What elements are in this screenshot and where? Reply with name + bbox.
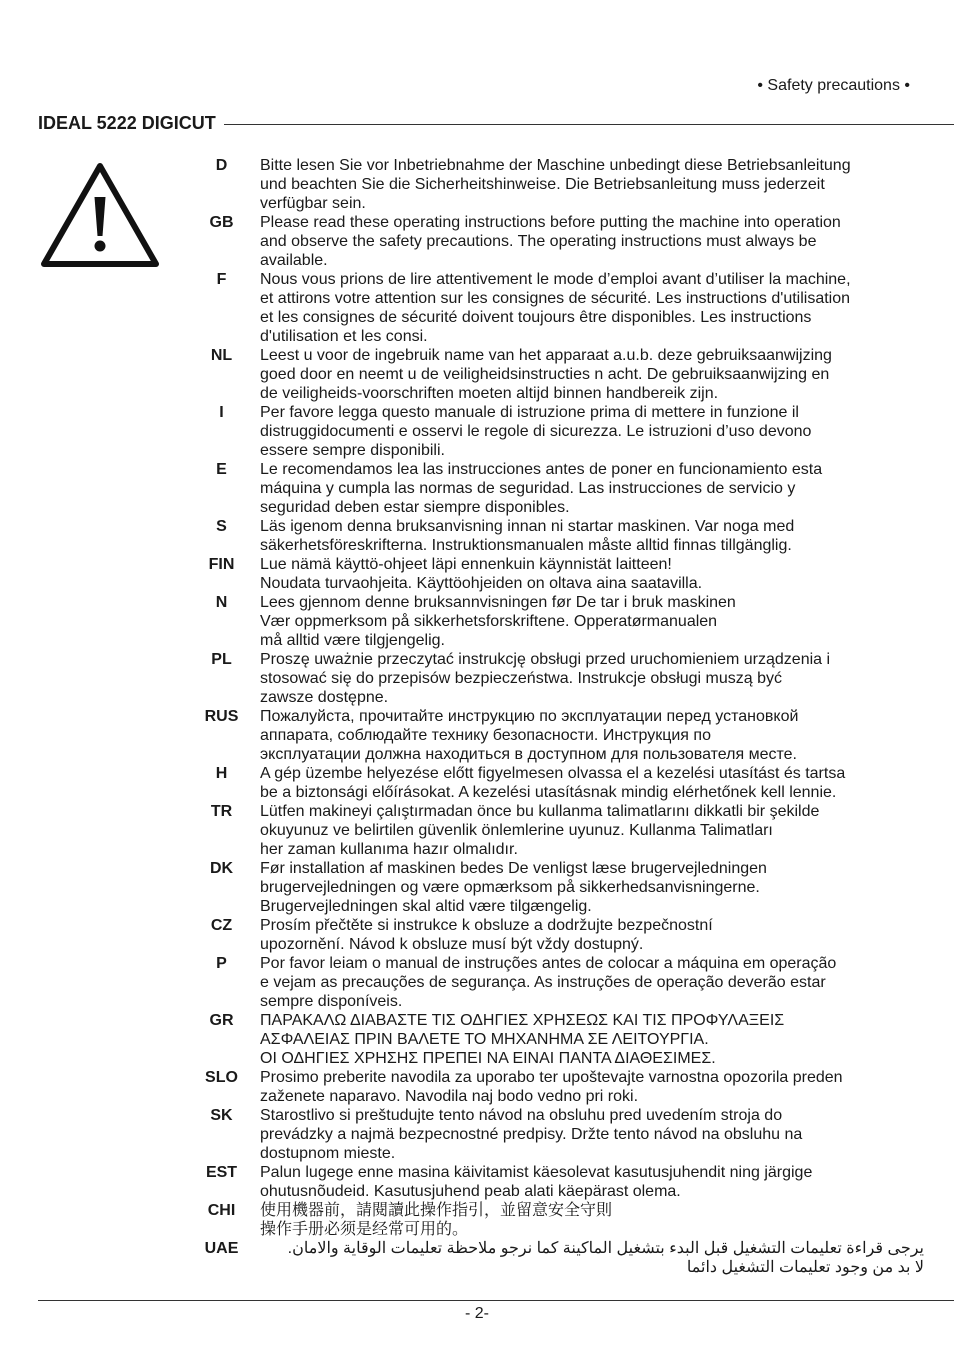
language-code: GB [209,214,234,231]
language-code: CZ [210,917,233,934]
text-line: her zaman kullanıma hazır olmalıdır. [260,841,518,858]
language-code: FIN [208,556,235,573]
text-line: säkerhetsföreskrifterna. Instruktionsmanualen måste alltid finnas tillgänglig. [260,537,792,554]
language-text [260,916,924,954]
text-line: und beachten Sie die Sicherheitshinweise. Die Betriebsanleitung muss jederzeit [260,176,825,193]
text-line: Starostlivo si preštudujte tento návod na obsluhu pred uvedením stroja do [260,1107,783,1124]
language-code: N [215,594,228,611]
text-line: dostupnom mieste. [260,1145,396,1162]
text-line: et attirons votre attention sur les consignes de sécurité. Les instructions d'utilisation [260,290,851,307]
language-code: SK [210,1107,233,1124]
text-line: Пожалуйста, прочитайте инструкцию по эксплуатации перед установкой [260,708,799,725]
page-number: - 2- [465,1305,489,1322]
language-entry-rus [200,707,924,764]
language-entry-tr [200,802,924,859]
text-line: Le recomendamos lea las instrucciones antes de poner en funcionamiento esta [260,461,823,478]
text-line: يرجى قراءة تعليمات التشغيل قبل البدء بتشغيل الماكينة كما نرجو ملاحظة تعليمات الوقاية والامان. [287,1240,924,1257]
text-line: Brugervejledningen skal altid være tilgængelig. [260,898,592,915]
text-line: A gép üzembe helyezése előtt figyelmesen olvassa el a kezelési utasítást és tartsa [260,765,846,782]
text-line: لا بد من وجود تعليمات التشغيل دائما [686,1259,924,1276]
language-code: NL [210,347,233,364]
text-line: seguridad deben estar siempre disponibles. [260,499,570,516]
language-code: P [216,955,227,972]
text-line: be a biztonsági előírásokat. A kezelési utasításnak mindig elérhetőnek kell lennie. [260,784,837,801]
language-text [260,1068,924,1106]
language-text [260,707,924,764]
language-entry-pl [200,650,924,707]
language-text [260,802,924,859]
text-line: Bitte lesen Sie vor Inbetriebnahme der Maschine unbedingt diese Betriebsanleitung [260,157,851,174]
text-line: e vejam as precauções de segurança. As instruções de operação deverão estar [260,974,826,991]
language-entry-dk [200,859,924,916]
language-text [260,213,924,270]
text-line: 使用機器前，請閱讀此操作指引，並留意安全守則 [260,1202,613,1219]
text-line: Palun lugege enne masina käivitamist käesolevat kasutusjuhendit ning järgige [260,1164,813,1181]
language-text [260,270,924,346]
text-line: zaženete naparavo. Navodila naj bodo vedno pri roki. [260,1088,639,1105]
text-line: stosować się do przepisów bezpieczeństwa. Instrukcje obsługi muszą być [260,670,783,687]
text-line: prevádzky a najmä bezpecnostné predpisy. Držte tento návod na obsluhu na [260,1126,803,1143]
language-entry-n [200,593,924,650]
language-code: E [216,461,227,478]
text-line: Lue nämä käyttö-ohjeet läpi ennenkuin käynnistät laitteen! [260,556,672,573]
section-header: • Safety precautions • [757,77,910,94]
language-code: UAE [204,1240,239,1257]
language-entry-s [200,517,924,555]
language-entry-f [200,270,924,346]
language-text [260,460,924,517]
language-text [260,517,924,555]
text-line: Por favor leiam o manual de instruções antes de colocar a máquina em operação [260,955,837,972]
text-line: må alltid være tilgjengelig. [260,632,445,649]
language-code: PL [211,651,232,668]
language-entry-h [200,764,924,802]
language-text [260,1011,924,1068]
text-line: et les consignes de sécurité doivent toujours être disponibles. Les instructions [260,309,812,326]
language-code: I [219,404,224,421]
language-text [260,1106,924,1163]
text-line: Lees gjennom denne bruksannvisningen før De tar i bruk maskinen [260,594,736,611]
title-row [38,111,954,135]
text-line: аппарата, соблюдайте технику безопасности. Инструкция по [260,727,711,744]
text-line: Prosím přečtěte si instrukce k obsluze a dodržujte bezpečnostní [260,917,713,934]
text-line: Lütfen makineyi çalıştırmadan önce bu kullanma talimatlarını dikkatli bir şekilde [260,803,820,820]
text-line: Per favore legga questo manuale di istruzione prima di mettere in funzione il [260,404,799,421]
language-code: DK [209,860,234,877]
language-text [260,859,924,916]
text-line: goed door en neemt u de veiligheidsinstructies n acht. De gebruiksaanwijzing en [260,366,830,383]
language-text [260,764,924,802]
language-code: F [216,271,227,288]
text-line: verfügbar sein. [260,195,366,212]
language-text [260,650,924,707]
language-text [260,403,924,460]
text-line: Leest u voor de ingebruik name van het apparaat a.u.b. deze gebruiksaanwijzing [260,347,832,364]
language-entry-chi [200,1201,924,1239]
text-line: ohutusnõudeid. Kasutusjuhend peab alati käepärast olema. [260,1183,681,1200]
text-line: Noudata turvaohjeita. Käyttöohjeiden on oltava aina saatavilla. [260,575,703,592]
language-text [260,1163,924,1201]
language-entry-cz [200,916,924,954]
language-text [260,1201,924,1239]
footer-divider [38,1300,954,1301]
language-text [260,954,924,1011]
language-entry-fin [200,555,924,593]
text-line: Prosimo preberite navodila za uporabo ter upoštevajte varnostna opozorila preden [260,1069,843,1086]
text-line: ΠΑΡΑΚΑΛΩ ΔΙΑΒΑΣΤΕ ΤΙΣ ΟΔΗΓΙΕΣ ΧΡΗΣΕΩΣ ΚΑΙ ΤΙΣ ΠΡΟΦΥΛΑΞΕΙΣ [260,1012,785,1029]
text-line: distruggidocumenti e osservi le regole di sicurezza. Le istruzioni d’uso devono [260,423,812,440]
text-line: ΑΣΦΑΛΕΙΑΣ ΠΡΙΝ ΒΑΛΕΤΕ ΤΟ ΜΗΧΑΝΗΜΑ ΣΕ ΛΕΙΤΟΥΡΓΙΑ. [260,1031,709,1048]
language-entry-slo [200,1068,924,1106]
text-line: de veiligheids-voorschriften moeten altijd binnen handbereik zijn. [260,385,719,402]
text-line: Før installation af maskinen bedes De venligst læse brugervejledningen [260,860,767,877]
text-line: brugervejledningen og være opmærksom på sikkerhedsanvisningerne. [260,879,760,896]
text-line: and observe the safety precautions. The operating instructions must always be [260,233,817,250]
language-entry-uae [200,1239,924,1277]
text-line: Läs igenom denna bruksanvisning innan ni startar maskinen. Var noga med [260,518,795,535]
language-entry-i [200,403,924,460]
language-code: S [216,518,227,535]
language-code: GR [209,1012,234,1029]
text-line: Nous vous prions de lire attentivement le mode d’emploi avant d’utiliser la machine, [260,271,851,288]
language-entry-gb [200,213,924,270]
language-text [260,156,924,213]
language-entry-p [200,954,924,1011]
language-entry-nl [200,346,924,403]
language-entry-sk [200,1106,924,1163]
language-text [260,555,924,593]
safety-instructions-list [200,156,924,1277]
language-entry-e [200,460,924,517]
text-line: Vær oppmerksom på sikkerhetsforskriftene. Opperatørmanualen [260,613,718,630]
language-code: CHI [207,1202,236,1219]
text-line: d'utilisation et les consi. [260,328,428,345]
text-line: essere sempre disponibili. [260,442,445,459]
language-entry-d [200,156,924,213]
text-line: ΟΙ ΟΔΗΓΙΕΣ ΧΡΗΣΗΣ ΠΡΕΠΕΙ ΝΑ ΕΙΝΑΙ ΠΑΝΤΑ ΔΙΑΘΕΣΙΜΕΣ. [260,1050,716,1067]
text-line: zawsze dostępne. [260,689,389,706]
text-line: available. [260,252,328,269]
document-title: IDEAL 5222 DIGICUT [38,112,216,133]
language-code: D [215,157,228,174]
language-code: H [215,765,228,782]
text-line: Proszę uważnie przeczytać instrukcję obsługi przed uruchomieniem urządzenia i [260,651,831,668]
language-text [260,346,924,403]
language-entry-est [200,1163,924,1201]
warning-triangle-icon [38,157,162,269]
text-line: upozornění. Návod k obsluze musí být vždy dostupný. [260,936,644,953]
text-line: sempre disponíveis. [260,993,403,1010]
text-line: máquina y cumpla las normas de seguridad. Las instrucciones de servicio y [260,480,796,497]
title-divider [224,124,954,125]
language-code: TR [210,803,233,820]
language-entry-gr [200,1011,924,1068]
language-code: SLO [205,1069,238,1086]
text-line: 操作手册必须是经常可用的。 [260,1221,469,1238]
language-text [260,593,924,650]
text-line: эксплуатации должна находиться в доступном для пользователя месте. [260,746,797,763]
language-text [260,1239,924,1277]
text-line: Please read these operating instructions before putting the machine into operation [260,214,841,231]
text-line: okuyunuz ve belirtilen güvenlik önlemlerine uyunuz. Kullanma Talimatları [260,822,773,839]
language-code: RUS [204,708,239,725]
language-code: EST [205,1164,238,1181]
